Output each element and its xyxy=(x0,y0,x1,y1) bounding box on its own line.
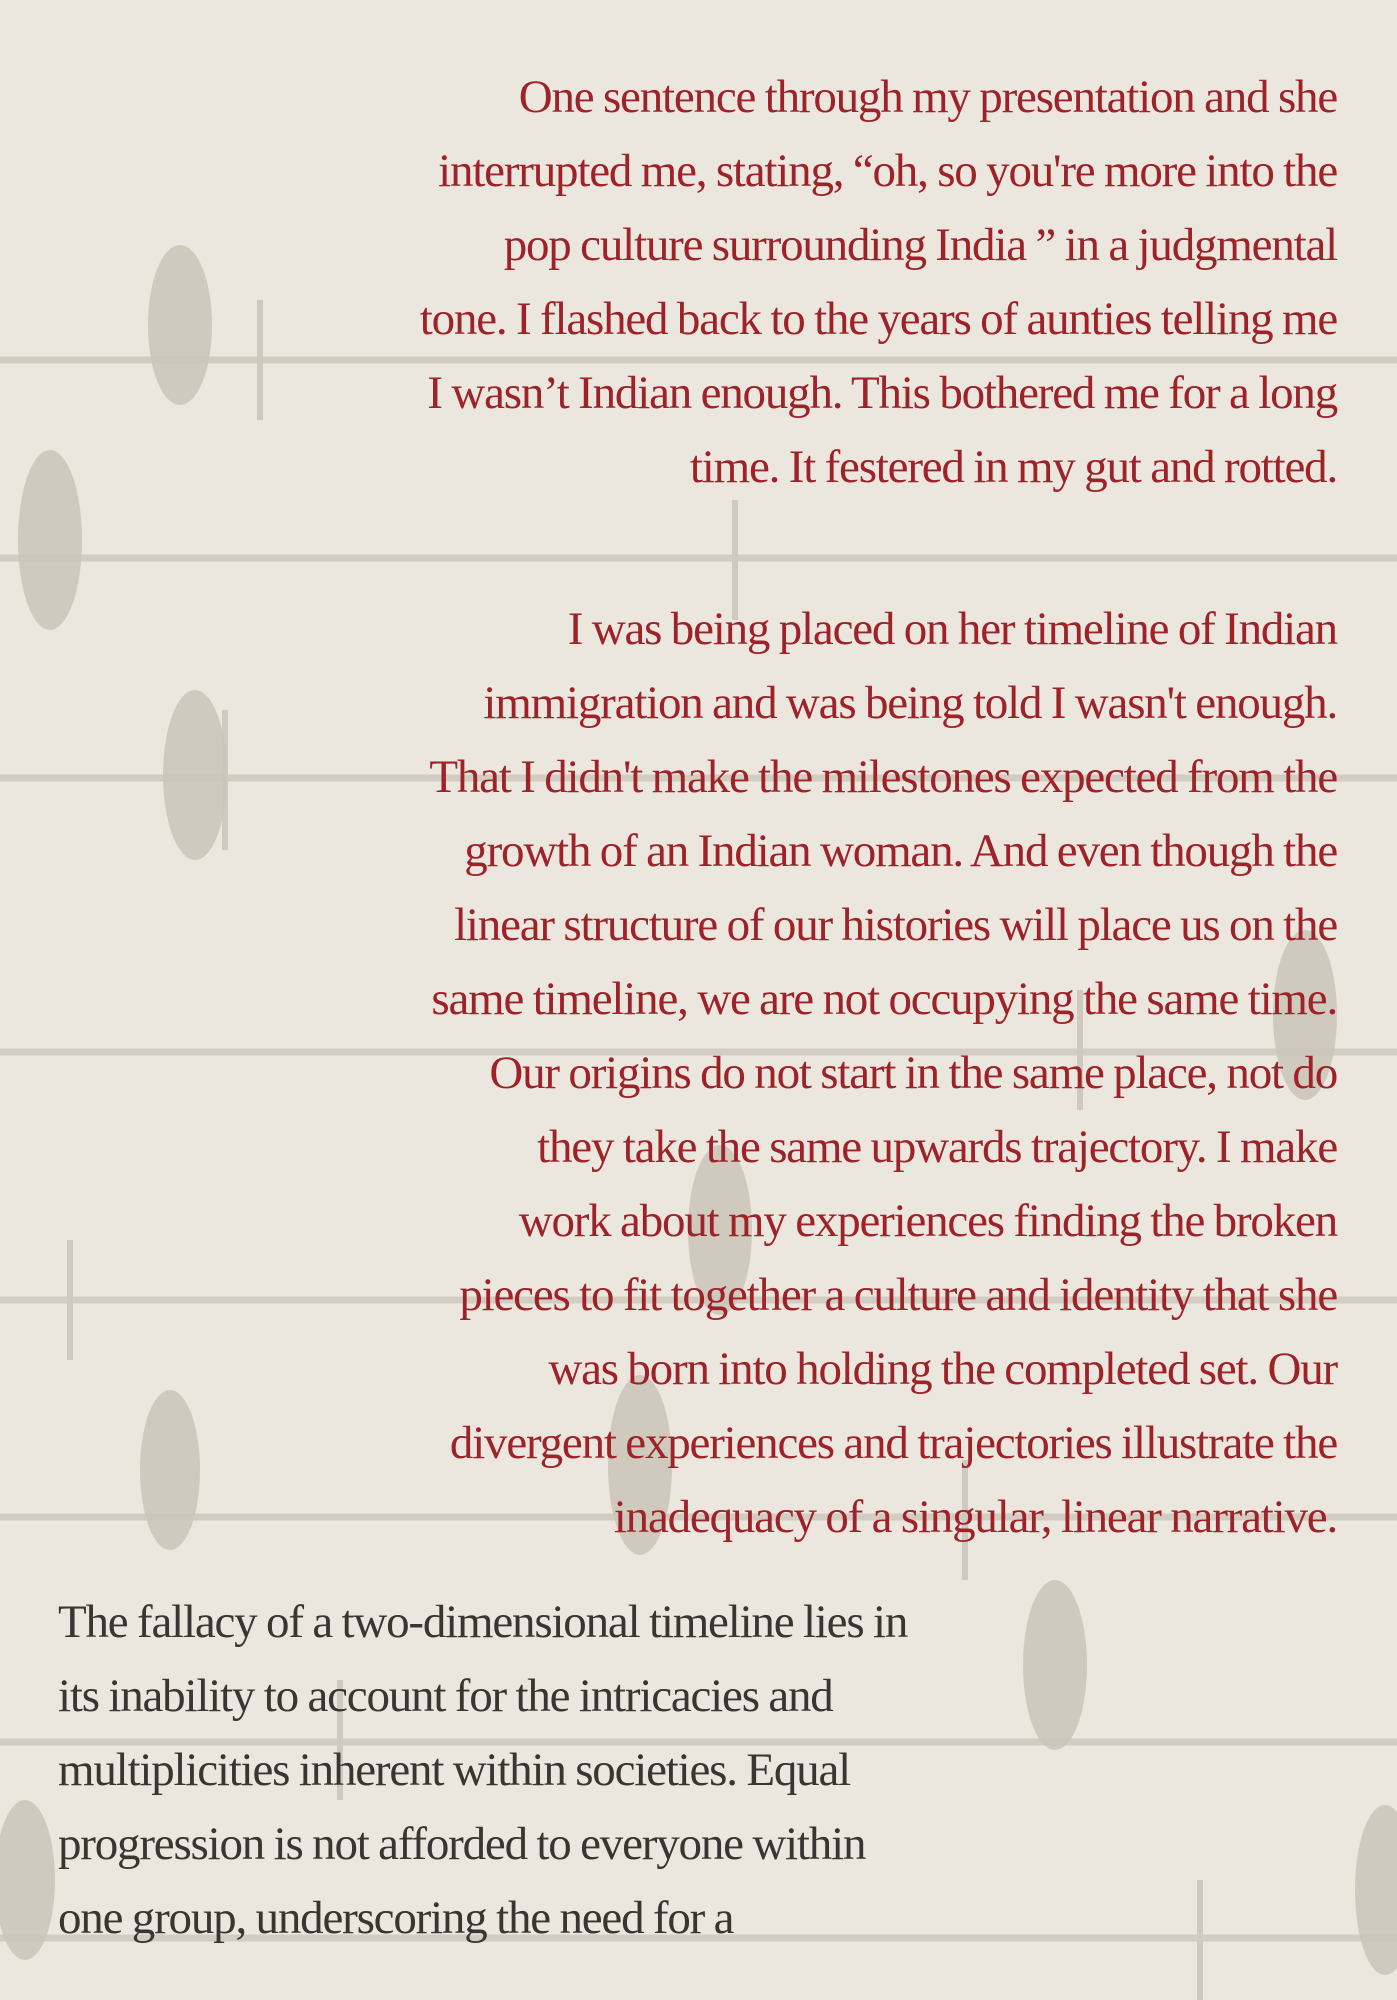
text-line: interrupted me, stating, “oh, so you're more into the xyxy=(438,145,1337,197)
text-line: I wasn’t Indian enough. This bothered me for a long xyxy=(427,367,1337,419)
text-line: one group, underscoring the need for a xyxy=(58,1892,734,1944)
text-line: time. It festered in my gut and rotted. xyxy=(689,441,1337,493)
text-line: progression is not afforded to everyone within xyxy=(58,1818,866,1870)
text-line: tone. I flashed back to the years of aunties telling me xyxy=(419,293,1337,345)
text-line: One sentence through my presentation and she xyxy=(518,71,1337,123)
text-line: immigration and was being told I wasn't enough. xyxy=(483,677,1337,729)
paragraph-presentation-interruption xyxy=(187,60,1337,504)
text-line: its inability to account for the intricacies and xyxy=(58,1670,833,1722)
text-line: divergent experiences and trajectories illustrate the xyxy=(449,1417,1337,1469)
text-line: I was being placed on her timeline of Indian xyxy=(567,603,1337,655)
paragraph-timeline-placement xyxy=(187,592,1337,1554)
paragraph-two-dimensional-fallacy xyxy=(58,1585,1158,1955)
text-line: same timeline, we are not occupying the same time. xyxy=(431,973,1337,1025)
text-line: was born into holding the completed set. Our xyxy=(548,1343,1337,1395)
text-line: they take the same upwards trajectory. I make xyxy=(537,1121,1337,1173)
text-line: That I didn't make the milestones expected from the xyxy=(429,751,1337,803)
text-line: The fallacy of a two-dimensional timeline lies in xyxy=(58,1596,908,1648)
text-line: pieces to fit together a culture and identity that she xyxy=(459,1269,1337,1321)
text-line: growth of an Indian woman. And even though the xyxy=(464,825,1337,877)
text-line: multiplicities inherent within societies. Equal xyxy=(58,1744,850,1796)
text-line: pop culture surrounding India ” in a judgmental xyxy=(503,219,1337,271)
text-line: work about my experiences finding the broken xyxy=(518,1195,1337,1247)
text-line: inadequacy of a singular, linear narrative. xyxy=(613,1491,1337,1543)
text-line: linear structure of our histories will place us on the xyxy=(454,899,1337,951)
text-line: Our origins do not start in the same place, not do xyxy=(489,1047,1337,1099)
